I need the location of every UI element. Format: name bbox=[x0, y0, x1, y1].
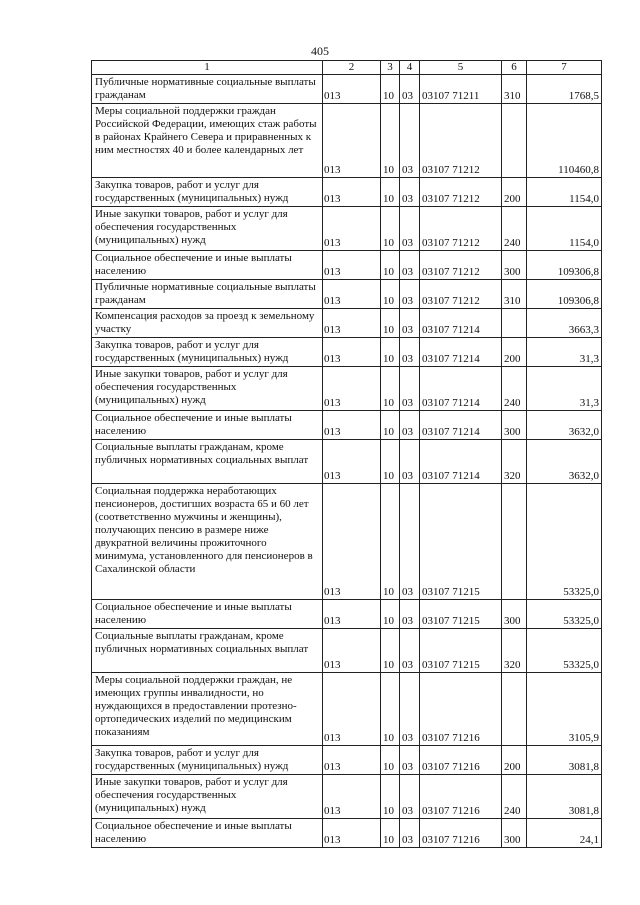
section-code-cell: 10 bbox=[381, 629, 400, 673]
ministry-code-cell: 013 bbox=[323, 484, 381, 600]
target-article-cell: 03107 71216 bbox=[420, 673, 502, 746]
subsection-code-cell: 03 bbox=[400, 600, 420, 629]
expense-type-cell: 240 bbox=[502, 207, 527, 251]
expense-type-cell: 320 bbox=[502, 629, 527, 673]
amount-cell: 3632,0 bbox=[527, 411, 602, 440]
amount-cell: 109306,8 bbox=[527, 251, 602, 280]
target-article-cell: 03107 71214 bbox=[420, 411, 502, 440]
subsection-code-cell: 03 bbox=[400, 746, 420, 775]
table-row bbox=[92, 280, 602, 309]
column-header: 5 bbox=[420, 61, 502, 75]
target-article-cell: 03107 71215 bbox=[420, 629, 502, 673]
section-code-cell: 10 bbox=[381, 746, 400, 775]
amount-cell: 3663,3 bbox=[527, 309, 602, 338]
row-name-cell: Социальное обеспечение и иные выплаты населению bbox=[92, 600, 323, 629]
table-row bbox=[92, 104, 602, 178]
expense-type-cell bbox=[502, 673, 527, 746]
expense-type-cell bbox=[502, 309, 527, 338]
target-article-cell: 03107 71212 bbox=[420, 251, 502, 280]
ministry-code-cell: 013 bbox=[323, 280, 381, 309]
table-row bbox=[92, 251, 602, 280]
ministry-code-cell: 013 bbox=[323, 819, 381, 848]
expense-type-cell: 300 bbox=[502, 600, 527, 629]
amount-cell: 53325,0 bbox=[527, 600, 602, 629]
target-article-cell: 03107 71212 bbox=[420, 207, 502, 251]
row-name-cell: Социальное обеспечение и иные выплаты населению bbox=[92, 411, 323, 440]
section-code-cell: 10 bbox=[381, 338, 400, 367]
table-row bbox=[92, 440, 602, 484]
subsection-code-cell: 03 bbox=[400, 207, 420, 251]
target-article-cell: 03107 71214 bbox=[420, 440, 502, 484]
section-code-cell: 10 bbox=[381, 104, 400, 178]
expense-type-cell: 310 bbox=[502, 75, 527, 104]
amount-cell: 1768,5 bbox=[527, 75, 602, 104]
amount-cell: 110460,8 bbox=[527, 104, 602, 178]
target-article-cell: 03107 71215 bbox=[420, 600, 502, 629]
subsection-code-cell: 03 bbox=[400, 819, 420, 848]
target-article-cell: 03107 71214 bbox=[420, 367, 502, 411]
ministry-code-cell: 013 bbox=[323, 178, 381, 207]
row-name-cell: Компенсация расходов за проезд к земельному участку bbox=[92, 309, 323, 338]
table-row bbox=[92, 629, 602, 673]
target-article-cell: 03107 71216 bbox=[420, 775, 502, 819]
row-name-cell: Меры социальной поддержки граждан, не имеющих группы инвалидности, но нуждающихся в предоставлении протезно-ортопедических изделий по медицинским показаниям bbox=[92, 673, 323, 746]
row-name-cell: Социальное обеспечение и иные выплаты населению bbox=[92, 819, 323, 848]
target-article-cell: 03107 71214 bbox=[420, 309, 502, 338]
amount-cell: 3081,8 bbox=[527, 746, 602, 775]
target-article-cell: 03107 71214 bbox=[420, 338, 502, 367]
ministry-code-cell: 013 bbox=[323, 75, 381, 104]
table-row bbox=[92, 775, 602, 819]
section-code-cell: 10 bbox=[381, 600, 400, 629]
amount-cell: 24,1 bbox=[527, 819, 602, 848]
amount-cell: 53325,0 bbox=[527, 484, 602, 600]
subsection-code-cell: 03 bbox=[400, 440, 420, 484]
row-name-cell: Закупка товаров, работ и услуг для государственных (муниципальных) нужд bbox=[92, 338, 323, 367]
target-article-cell: 03107 71211 bbox=[420, 75, 502, 104]
ministry-code-cell: 013 bbox=[323, 207, 381, 251]
expense-type-cell: 320 bbox=[502, 440, 527, 484]
row-name-cell: Социальные выплаты гражданам, кроме публичных нормативных социальных выплат bbox=[92, 440, 323, 484]
ministry-code-cell: 013 bbox=[323, 104, 381, 178]
ministry-code-cell: 013 bbox=[323, 629, 381, 673]
section-code-cell: 10 bbox=[381, 178, 400, 207]
target-article-cell: 03107 71216 bbox=[420, 819, 502, 848]
expense-type-cell: 240 bbox=[502, 775, 527, 819]
amount-cell: 3081,8 bbox=[527, 775, 602, 819]
subsection-code-cell: 03 bbox=[400, 484, 420, 600]
subsection-code-cell: 03 bbox=[400, 75, 420, 104]
ministry-code-cell: 013 bbox=[323, 411, 381, 440]
table-row bbox=[92, 75, 602, 104]
row-name-cell: Меры социальной поддержки граждан Российской Федерации, имеющих стаж работы в районах Крайнего Севера и приравненных к ним местностях 40 и более календарных лет bbox=[92, 104, 323, 178]
subsection-code-cell: 03 bbox=[400, 367, 420, 411]
section-code-cell: 10 bbox=[381, 309, 400, 338]
table-row bbox=[92, 207, 602, 251]
subsection-code-cell: 03 bbox=[400, 104, 420, 178]
amount-cell: 109306,8 bbox=[527, 280, 602, 309]
table-row bbox=[92, 600, 602, 629]
row-name-cell: Иные закупки товаров, работ и услуг для обеспечения государственных (муниципальных) нужд bbox=[92, 775, 323, 819]
table-row bbox=[92, 309, 602, 338]
expense-type-cell: 200 bbox=[502, 746, 527, 775]
column-header: 6 bbox=[502, 61, 527, 75]
row-name-cell: Закупка товаров, работ и услуг для государственных (муниципальных) нужд bbox=[92, 746, 323, 775]
section-code-cell: 10 bbox=[381, 75, 400, 104]
subsection-code-cell: 03 bbox=[400, 309, 420, 338]
target-article-cell: 03107 71215 bbox=[420, 484, 502, 600]
subsection-code-cell: 03 bbox=[400, 338, 420, 367]
section-code-cell: 10 bbox=[381, 440, 400, 484]
subsection-code-cell: 03 bbox=[400, 280, 420, 309]
subsection-code-cell: 03 bbox=[400, 411, 420, 440]
row-name-cell: Закупка товаров, работ и услуг для государственных (муниципальных) нужд bbox=[92, 178, 323, 207]
ministry-code-cell: 013 bbox=[323, 440, 381, 484]
table-row bbox=[92, 673, 602, 746]
expense-type-cell: 200 bbox=[502, 338, 527, 367]
amount-cell: 31,3 bbox=[527, 338, 602, 367]
expense-type-cell: 300 bbox=[502, 411, 527, 440]
section-code-cell: 10 bbox=[381, 251, 400, 280]
ministry-code-cell: 013 bbox=[323, 338, 381, 367]
header-row bbox=[92, 61, 602, 75]
section-code-cell: 10 bbox=[381, 819, 400, 848]
table-row bbox=[92, 411, 602, 440]
amount-cell: 53325,0 bbox=[527, 629, 602, 673]
table-row bbox=[92, 819, 602, 848]
section-code-cell: 10 bbox=[381, 775, 400, 819]
column-header: 7 bbox=[527, 61, 602, 75]
amount-cell: 31,3 bbox=[527, 367, 602, 411]
row-name-cell: Публичные нормативные социальные выплаты гражданам bbox=[92, 280, 323, 309]
expense-type-cell: 300 bbox=[502, 819, 527, 848]
row-name-cell: Социальное обеспечение и иные выплаты населению bbox=[92, 251, 323, 280]
subsection-code-cell: 03 bbox=[400, 251, 420, 280]
expense-type-cell: 240 bbox=[502, 367, 527, 411]
expense-type-cell: 310 bbox=[502, 280, 527, 309]
table-row bbox=[92, 178, 602, 207]
column-header: 2 bbox=[323, 61, 381, 75]
subsection-code-cell: 03 bbox=[400, 673, 420, 746]
column-header: 3 bbox=[381, 61, 400, 75]
ministry-code-cell: 013 bbox=[323, 309, 381, 338]
amount-cell: 3632,0 bbox=[527, 440, 602, 484]
target-article-cell: 03107 71212 bbox=[420, 280, 502, 309]
column-header: 4 bbox=[400, 61, 420, 75]
expense-type-cell: 300 bbox=[502, 251, 527, 280]
ministry-code-cell: 013 bbox=[323, 251, 381, 280]
target-article-cell: 03107 71212 bbox=[420, 178, 502, 207]
subsection-code-cell: 03 bbox=[400, 178, 420, 207]
target-article-cell: 03107 71216 bbox=[420, 746, 502, 775]
expense-type-cell bbox=[502, 104, 527, 178]
row-name-cell: Иные закупки товаров, работ и услуг для обеспечения государственных (муниципальных) нужд bbox=[92, 367, 323, 411]
ministry-code-cell: 013 bbox=[323, 367, 381, 411]
expense-type-cell: 200 bbox=[502, 178, 527, 207]
table-row bbox=[92, 746, 602, 775]
section-code-cell: 10 bbox=[381, 411, 400, 440]
subsection-code-cell: 03 bbox=[400, 775, 420, 819]
amount-cell: 1154,0 bbox=[527, 178, 602, 207]
ministry-code-cell: 013 bbox=[323, 775, 381, 819]
amount-cell: 3105,9 bbox=[527, 673, 602, 746]
row-name-cell: Социальные выплаты гражданам, кроме публичных нормативных социальных выплат bbox=[92, 629, 323, 673]
page-number: 405 bbox=[311, 44, 329, 58]
ministry-code-cell: 013 bbox=[323, 673, 381, 746]
row-name-cell: Иные закупки товаров, работ и услуг для обеспечения государственных (муниципальных) нужд bbox=[92, 207, 323, 251]
table-row bbox=[92, 338, 602, 367]
column-header: 1 bbox=[92, 61, 323, 75]
ministry-code-cell: 013 bbox=[323, 600, 381, 629]
budget-table bbox=[91, 60, 602, 848]
subsection-code-cell: 03 bbox=[400, 629, 420, 673]
row-name-cell: Публичные нормативные социальные выплаты гражданам bbox=[92, 75, 323, 104]
amount-cell: 1154,0 bbox=[527, 207, 602, 251]
section-code-cell: 10 bbox=[381, 280, 400, 309]
section-code-cell: 10 bbox=[381, 207, 400, 251]
expense-type-cell bbox=[502, 484, 527, 600]
ministry-code-cell: 013 bbox=[323, 746, 381, 775]
section-code-cell: 10 bbox=[381, 484, 400, 600]
row-name-cell: Социальная поддержка неработающих пенсионеров, достигших возраста 65 и 60 лет (соответственно мужчины и женщины), получающих пенсию в размере ниже двукратной величины прожиточного минимума, установленного для пенсионеров в Сахалинской области bbox=[92, 484, 323, 600]
section-code-cell: 10 bbox=[381, 367, 400, 411]
section-code-cell: 10 bbox=[381, 673, 400, 746]
table-row bbox=[92, 484, 602, 600]
target-article-cell: 03107 71212 bbox=[420, 104, 502, 178]
table-row bbox=[92, 367, 602, 411]
